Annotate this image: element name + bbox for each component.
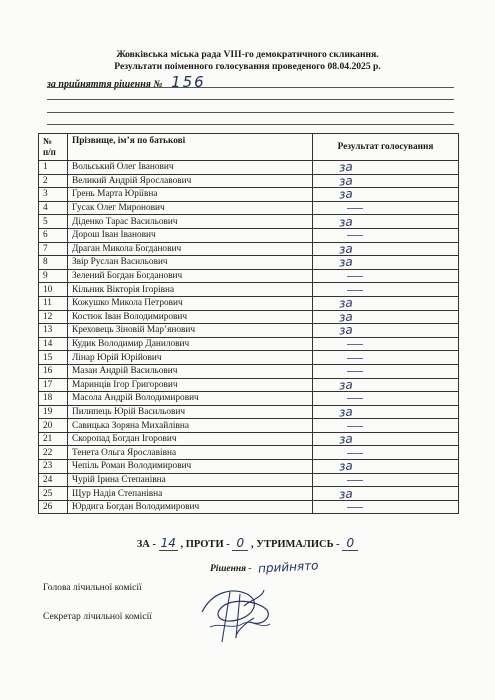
row-number: 11: [39, 296, 68, 310]
row-vote-result: [313, 337, 459, 351]
handwritten-vote-for: за: [338, 159, 354, 175]
totals-abstained-value: 0: [342, 536, 358, 551]
row-number: 15: [39, 351, 68, 365]
handwritten-dash: [347, 453, 363, 454]
row-full-name: Маринців Ігор Григорович: [68, 378, 313, 392]
table-row: [39, 378, 459, 392]
table-row: [39, 242, 459, 256]
handwritten-vote-for: за: [338, 254, 354, 270]
totals-against-label: , ПРОТИ -: [180, 539, 230, 550]
table-row: [39, 256, 459, 270]
row-vote-result: [313, 188, 459, 202]
row-full-name: Вольський Олег Іванович: [68, 161, 313, 175]
table-header-row: [39, 134, 459, 161]
row-full-name: Креховець Зіновій Мар’янович: [68, 324, 313, 338]
table-row: [39, 161, 459, 175]
decision-number-handwritten: 156: [171, 73, 206, 91]
table-row: [39, 419, 459, 433]
row-number: 23: [39, 460, 68, 474]
handwritten-vote-for: за: [338, 458, 354, 474]
document-header: [0, 49, 495, 72]
table-row: [39, 215, 459, 229]
row-full-name: Великий Андрій Ярославович: [68, 174, 313, 188]
row-full-name: Чепіль Роман Володимирович: [68, 460, 313, 474]
row-vote-result: [313, 215, 459, 229]
table-row: [39, 487, 459, 501]
table-row: [39, 296, 459, 310]
header-council-title: Жовківська міська рада VIII-го демократичного скликання.: [116, 49, 379, 60]
row-number: 1: [39, 161, 68, 175]
header-number: № п/п: [39, 134, 68, 161]
row-full-name: Пилипець Юрій Васильович: [68, 405, 313, 419]
handwritten-vote-for: за: [338, 377, 354, 393]
handwritten-dash: [347, 507, 363, 508]
row-full-name: Кожушко Микола Петрович: [68, 296, 313, 310]
row-number: 26: [39, 500, 68, 514]
row-number: 18: [39, 392, 68, 406]
decision-number-label: за прийняття рішення №: [47, 79, 163, 90]
row-full-name: Зелений Богдан Богданович: [68, 269, 313, 283]
handwritten-dash: [347, 371, 363, 372]
handwritten-vote-for: за: [338, 187, 354, 202]
table-row: [39, 473, 459, 487]
handwritten-dash: [347, 235, 363, 236]
row-number: 12: [39, 310, 68, 324]
totals-for-label: ЗА -: [136, 539, 156, 550]
table-row: [39, 337, 459, 351]
row-vote-result: [313, 269, 459, 283]
vote-totals: [0, 536, 495, 551]
row-full-name: Дорош Іван Іванович: [68, 228, 313, 242]
handwritten-signature: [192, 572, 277, 647]
handwritten-vote-for: за: [338, 431, 354, 447]
table-row: [39, 310, 459, 324]
row-vote-result: [313, 351, 459, 365]
row-full-name: Мазан Андрій Васильович: [68, 364, 313, 378]
row-full-name: Костюк Іван Володимирович: [68, 310, 313, 324]
row-full-name: Чурій Ірина Степанівна: [68, 473, 313, 487]
row-full-name: Тенета Ольга Ярославівна: [68, 446, 313, 460]
handwritten-vote-for: за: [338, 241, 354, 257]
chair-signature-label: Голова лічильної комісії: [43, 582, 142, 593]
handwritten-vote-for: за: [338, 309, 354, 325]
row-vote-result: [313, 256, 459, 270]
handwritten-vote-for: за: [338, 295, 354, 311]
row-number: 21: [39, 432, 68, 446]
header-vote-result: Результат голосування: [313, 134, 459, 161]
row-number: 9: [39, 269, 68, 283]
row-vote-result: [313, 324, 459, 338]
row-number: 8: [39, 256, 68, 270]
row-number: 13: [39, 324, 68, 338]
row-vote-result: [313, 405, 459, 419]
row-number: 25: [39, 487, 68, 501]
table-row: [39, 446, 459, 460]
row-full-name: Кудик Володимир Данилович: [68, 337, 313, 351]
blank-line-3: [47, 112, 454, 113]
row-vote-result: [313, 473, 459, 487]
table-row: [39, 283, 459, 297]
handwritten-vote-for: за: [338, 404, 354, 420]
header-full-name: Прізвище, ім’я по батькові: [68, 134, 313, 161]
table-row: [39, 405, 459, 419]
row-full-name: Масола Андрій Володимирович: [68, 392, 313, 406]
row-full-name: Грень Марта Юріївна: [68, 188, 313, 202]
handwritten-dash: [347, 344, 363, 345]
blank-line-1: [47, 87, 454, 88]
handwritten-vote-for: за: [338, 214, 354, 230]
row-vote-result: [313, 242, 459, 256]
handwritten-vote-for: за: [338, 486, 354, 502]
row-full-name: Гусак Олег Миронович: [68, 201, 313, 215]
row-number: 14: [39, 337, 68, 351]
table-row: [39, 228, 459, 242]
decision-number-line: [47, 73, 206, 91]
row-number: 7: [39, 242, 68, 256]
table-row: [39, 269, 459, 283]
decision-outcome-value: прийнято: [257, 558, 319, 576]
row-number: 20: [39, 419, 68, 433]
handwritten-dash: [347, 290, 363, 291]
row-number: 24: [39, 473, 68, 487]
blank-line-2: [47, 99, 454, 100]
row-number: 6: [39, 228, 68, 242]
totals-abstained-label: , УТРИМАЛИСЬ -: [250, 539, 340, 550]
row-number: 3: [39, 188, 68, 202]
row-number: 17: [39, 378, 68, 392]
row-vote-result: [313, 460, 459, 474]
row-number: 2: [39, 174, 68, 188]
row-full-name: Кільник Вікторія Ігорівна: [68, 283, 313, 297]
table-row: [39, 500, 459, 514]
handwritten-dash: [347, 358, 363, 359]
voting-results-table: [38, 133, 459, 514]
table-row: [39, 392, 459, 406]
table-row: [39, 201, 459, 215]
handwritten-dash: [347, 208, 363, 209]
row-vote-result: [313, 419, 459, 433]
row-number: 10: [39, 283, 68, 297]
handwritten-dash: [347, 276, 363, 277]
blank-line-4: [47, 124, 454, 125]
row-full-name: Скоропад Богдан Ігорович: [68, 432, 313, 446]
row-vote-result: [313, 500, 459, 514]
row-vote-result: [313, 378, 459, 392]
handwritten-vote-for: за: [338, 173, 354, 189]
handwritten-dash: [347, 426, 363, 427]
row-vote-result: [313, 446, 459, 460]
table-row: [39, 364, 459, 378]
row-number: 22: [39, 446, 68, 460]
row-full-name: Юрдига Богдан Володимирович: [68, 500, 313, 514]
row-vote-result: [313, 296, 459, 310]
row-vote-result: [313, 174, 459, 188]
handwritten-vote-for: за: [338, 322, 354, 338]
row-vote-result: [313, 228, 459, 242]
table-row: [39, 324, 459, 338]
table-row: [39, 174, 459, 188]
row-number: 19: [39, 405, 68, 419]
row-vote-result: [313, 310, 459, 324]
table-row: [39, 460, 459, 474]
row-full-name: Звір Руслан Васильович: [68, 256, 313, 270]
secretary-signature-label: Секретар лічильної комісії: [43, 611, 152, 622]
row-vote-result: [313, 161, 459, 175]
row-full-name: Діденко Тарас Васильович: [68, 215, 313, 229]
row-vote-result: [313, 487, 459, 501]
totals-for-value: 14: [160, 536, 176, 550]
row-number: 4: [39, 201, 68, 215]
handwritten-dash: [347, 480, 363, 481]
decision-outcome-label: Рішення -: [210, 564, 252, 574]
row-full-name: Щур Надія Степанівна: [68, 487, 313, 501]
table-row: [39, 432, 459, 446]
row-vote-result: [313, 392, 459, 406]
row-full-name: Драган Микола Богданович: [68, 242, 313, 256]
row-full-name: Лінар Юрій Юрійович: [68, 351, 313, 365]
row-vote-result: [313, 364, 459, 378]
header-vote-results-title: Результати поіменного голосування проведеного 08.04.2025 р.: [114, 60, 381, 72]
row-vote-result: [313, 432, 459, 446]
row-full-name: Савицька Зоряна Михайлівна: [68, 419, 313, 433]
table-row: [39, 188, 459, 202]
totals-against-value: 0: [232, 536, 248, 551]
table-row: [39, 351, 459, 365]
row-number: 16: [39, 364, 68, 378]
row-number: 5: [39, 215, 68, 229]
row-vote-result: [313, 201, 459, 215]
handwritten-dash: [347, 398, 363, 399]
row-vote-result: [313, 283, 459, 297]
